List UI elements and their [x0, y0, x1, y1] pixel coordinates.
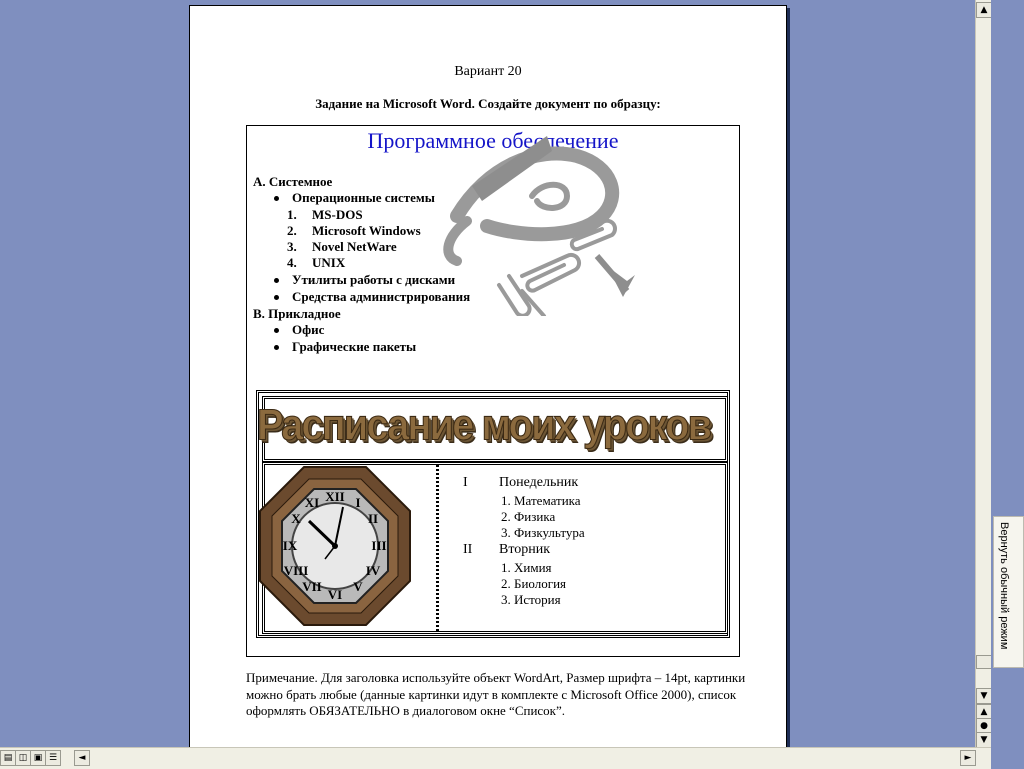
bullet — [274, 278, 279, 283]
os-item-1: MS-DOS — [312, 207, 363, 222]
svg-text:I: I — [355, 495, 361, 510]
os-item-3: Novel NetWare — [312, 239, 397, 254]
svg-text:VII: VII — [302, 579, 322, 594]
document-page[interactable] — [189, 5, 787, 749]
paperclips-clipart-icon — [427, 126, 667, 316]
day1-name: Понедельник — [499, 475, 579, 490]
schedule-wordart-title: Расписание моих уроков — [257, 401, 711, 450]
day1-item: 3. Физкультура — [501, 525, 585, 540]
bullet — [274, 196, 279, 201]
outline-a-bullet-3: Средства администрирования — [292, 289, 471, 304]
scroll-right-button[interactable]: ► — [960, 750, 976, 766]
scroll-left-button[interactable]: ◄ — [74, 750, 90, 766]
day2-number: II — [463, 542, 473, 557]
os-num-4: 4. — [287, 255, 297, 270]
bullet — [274, 345, 279, 350]
schedule-header-cell — [257, 396, 728, 462]
day1-number: I — [463, 475, 468, 490]
task-heading: Задание на Microsoft Word. Создайте документ по образцу: — [315, 96, 661, 111]
svg-text:V: V — [353, 579, 363, 594]
day2-item: 3. История — [501, 592, 561, 607]
os-num-3: 3. — [287, 239, 297, 254]
select-browse-object-button[interactable]: ● — [976, 718, 992, 734]
os-num-1: 1. — [287, 207, 297, 222]
next-page-button[interactable]: ▼ — [976, 732, 992, 748]
previous-page-button[interactable]: ▲ — [976, 704, 992, 720]
bullet — [274, 328, 279, 333]
web-view-icon[interactable]: ◫ — [15, 750, 31, 766]
os-item-2: Microsoft Windows — [312, 223, 421, 238]
svg-text:VIII: VIII — [283, 563, 309, 578]
side-panel — [991, 0, 1024, 768]
bullet — [274, 295, 279, 300]
frame-title: Программное обеспечение — [367, 128, 619, 153]
scroll-down-button[interactable]: ▼ — [976, 688, 992, 704]
svg-text:II: II — [367, 511, 379, 526]
day1-item: 2. Физика — [501, 509, 556, 524]
outline-b-bullet-2: Графические пакеты — [292, 339, 417, 354]
day2-name: Вторник — [499, 542, 551, 557]
outline-a: А. Системное — [253, 174, 333, 189]
schedule-body-cell — [262, 462, 728, 634]
outline-a-bullet-2: Утилиты работы с дисками — [292, 272, 456, 287]
outline-view-icon[interactable]: ☰ — [45, 750, 61, 766]
os-num-2: 2. — [287, 223, 297, 238]
restore-normal-mode-tab[interactable] — [993, 516, 1024, 668]
svg-text:XI: XI — [304, 495, 320, 510]
vertical-scrollbar[interactable] — [975, 0, 992, 747]
note-paragraph: Примечание. Для заголовка используйте объект WordArt, Размер шрифта – 14pt, картинки можно брать любые (данные картинки идут в комплекте с Microsoft Office 2000), список оформлять ОБЯЗАТЕЛЬНО в диалоговом окне “Список”. — [246, 670, 746, 718]
outline-b: В. Прикладное — [253, 306, 341, 321]
variant-line: Вариант 20 — [454, 64, 522, 79]
svg-text:VI: VI — [327, 587, 343, 602]
day1-item: 1. Математика — [501, 493, 581, 508]
outline-b-bullet-1: Офис — [292, 322, 325, 337]
scroll-up-button[interactable]: ▲ — [976, 2, 992, 18]
clock-icon — [257, 465, 413, 627]
outline-a-bullet-1: Операционные системы — [292, 190, 435, 205]
svg-text:XII: XII — [325, 489, 345, 504]
svg-text:IX: IX — [282, 538, 298, 553]
schedule-divider — [436, 465, 439, 631]
schedule-table — [256, 390, 730, 638]
svg-text:IV: IV — [365, 563, 381, 578]
horizontal-scrollbar[interactable] — [0, 747, 991, 769]
svg-text:X: X — [291, 511, 301, 526]
print-layout-icon[interactable]: ▣ — [30, 750, 46, 766]
normal-view-icon[interactable]: ▤ — [0, 750, 16, 766]
restore-normal-mode-label: Вернуть обычный режим — [998, 522, 1010, 650]
svg-text:III: III — [371, 538, 387, 553]
day2-item: 1. Химия — [501, 560, 552, 575]
day2-item: 2. Биология — [501, 576, 567, 591]
os-item-4: UNIX — [312, 255, 346, 270]
content-frame — [246, 125, 740, 657]
